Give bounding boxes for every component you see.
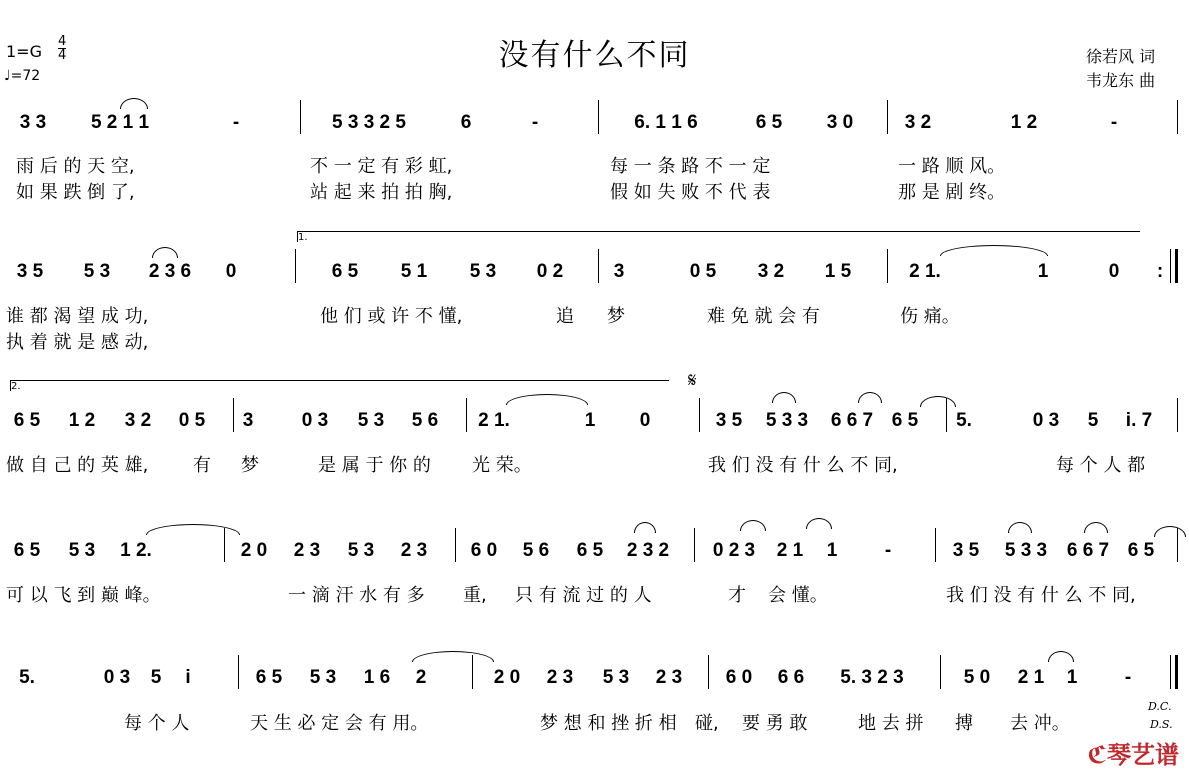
- lyric-line: 只 有 流 过 的 人: [515, 585, 652, 606]
- note-group: 0 5: [178, 410, 206, 431]
- note-group: 6 5: [576, 540, 604, 561]
- tie-slur: [1008, 522, 1032, 533]
- note-group: 1 6: [363, 667, 391, 688]
- lyric-line: 有: [193, 455, 211, 476]
- tie-slur: [412, 651, 494, 662]
- note-group: 5 1: [400, 261, 428, 282]
- barline: [238, 655, 239, 689]
- tie-slur: [920, 396, 956, 407]
- note-group: 2: [415, 667, 427, 688]
- note-group: 5 3: [469, 261, 497, 282]
- tie-slur: [806, 518, 832, 529]
- note-group: 0 3: [1032, 410, 1060, 431]
- tie-slur: [634, 522, 656, 533]
- lyric-line: 光 荣。: [472, 455, 532, 476]
- note-group: 5. 3 2 3: [840, 667, 904, 688]
- note-group: 2 3 6: [148, 261, 192, 282]
- note-group: 5 3: [347, 540, 375, 561]
- lyric-line: 梦 想 和 挫 折 相: [540, 713, 677, 734]
- note-group: 1 2: [1010, 112, 1038, 133]
- note-group: 1: [584, 410, 596, 431]
- note-group: 5: [1087, 410, 1099, 431]
- lyric-line: 梦: [607, 306, 625, 327]
- lyric-line: 伤 痛。: [900, 306, 960, 327]
- note-group: 3: [242, 410, 254, 431]
- lyric-line: 每 一 条 路 不 一 定: [610, 156, 771, 177]
- lyric-line: 我 们 没 有 什 么 不 同,: [708, 455, 898, 476]
- lyric-line: 我 们 没 有 什 么 不 同,: [946, 585, 1136, 606]
- tie-slur: [1048, 651, 1074, 662]
- note-group: 5 6: [522, 540, 550, 561]
- lyric-line: 天 生 必 定 会 有 用。: [250, 713, 429, 734]
- note-group: 6 6 7: [1066, 540, 1110, 561]
- note-group: 0 3: [103, 667, 131, 688]
- lyric-line: 如 果 跌 倒 了,: [16, 182, 135, 203]
- logo-icon: ℭ: [1087, 741, 1107, 769]
- note-group: i. 7: [1125, 410, 1153, 431]
- note-group: 6 5: [891, 410, 919, 431]
- lyric-line: 重,: [463, 585, 487, 606]
- composer-credit: 韦龙东 曲: [1086, 71, 1156, 90]
- dc-mark: D.C.: [1148, 700, 1172, 713]
- ds-mark: D.S.: [1150, 718, 1173, 731]
- lyric-line: 追: [556, 306, 574, 327]
- barline: [455, 528, 456, 562]
- lyric-line: 难 免 就 会 有: [707, 306, 820, 327]
- note-group: 2 3: [546, 667, 574, 688]
- lyric-line: 不 一 定 有 彩 虹,: [310, 156, 453, 177]
- note-group: 0 2 3: [712, 540, 756, 561]
- note-group: 3 2: [757, 261, 785, 282]
- volta-bracket: [10, 380, 669, 391]
- volta-label: 2.: [11, 381, 21, 392]
- note-group: 5 3: [83, 261, 111, 282]
- note-group: 6: [460, 112, 472, 133]
- lyric-line: 假 如 失 败 不 代 表: [610, 182, 771, 203]
- note-group: 5.: [956, 410, 972, 431]
- lyric-line: 会 懂。: [768, 585, 828, 606]
- time-signature-bottom: 4: [58, 48, 67, 63]
- note-group: 1: [1037, 261, 1049, 282]
- tie-slur: [1084, 522, 1108, 533]
- note-group: 6 5: [331, 261, 359, 282]
- note-group: 0 5: [689, 261, 717, 282]
- note-group: 1: [826, 540, 838, 561]
- barline: [598, 249, 599, 283]
- note-group: 2 3 2: [626, 540, 670, 561]
- note-group: -: [1124, 667, 1132, 688]
- note-group: 3 5: [952, 540, 980, 561]
- tie-slur: [772, 392, 796, 403]
- note-group: 0: [639, 410, 651, 431]
- lyric-line: 搏: [955, 713, 973, 734]
- note-group: -: [531, 112, 539, 133]
- note-group: 3 2: [124, 410, 152, 431]
- note-group: 1: [1066, 667, 1078, 688]
- note-group: 6 5: [13, 410, 41, 431]
- note-group: -: [232, 112, 240, 133]
- lyricist-credit: 徐若风 词: [1086, 47, 1156, 66]
- quarter-note-icon: ♩: [4, 68, 11, 84]
- note-group: 6 6 7: [830, 410, 874, 431]
- note-group: 5 3: [357, 410, 385, 431]
- lyric-line: 可 以 飞 到 巅 峰。: [6, 585, 161, 606]
- repeat-end-barline: [1170, 249, 1178, 283]
- note-group: 6 0: [470, 540, 498, 561]
- note-group: 0 2: [536, 261, 564, 282]
- tie-slur: [858, 392, 882, 403]
- note-group: 5 3: [68, 540, 96, 561]
- lyric-line: 一 路 顺 风。: [898, 156, 1006, 177]
- note-group: 1 5: [824, 261, 852, 282]
- note-group: 5 3 3: [765, 410, 809, 431]
- note-group: 3 0: [826, 112, 854, 133]
- note-group: 6 5: [255, 667, 283, 688]
- note-group: 5 3: [602, 667, 630, 688]
- time-signature-top: 4: [58, 34, 67, 49]
- lyric-line: 做 自 己 的 英 雄,: [6, 455, 149, 476]
- note-group: 3 5: [16, 261, 44, 282]
- note-group: 6 5: [1127, 540, 1155, 561]
- note-group: 6 5: [13, 540, 41, 561]
- note-group: 5 2 1 1: [90, 112, 150, 133]
- lyric-line: 谁 都 渴 望 成 功,: [6, 306, 149, 327]
- barline: [940, 655, 941, 689]
- lyric-line: 去 冲。: [1010, 713, 1070, 734]
- tie-slur: [940, 245, 1048, 256]
- lyric-line: 每 个 人 都: [1056, 455, 1146, 476]
- barline: [295, 249, 296, 283]
- tie-slur: [740, 520, 766, 531]
- note-group: 2 1.: [909, 261, 941, 282]
- note-group: 5 3: [309, 667, 337, 688]
- note-group: 3: [613, 261, 625, 282]
- lyric-line: 是 属 于 你 的: [318, 455, 431, 476]
- lyric-line: 要 勇 敢: [742, 713, 808, 734]
- repeat-dots: :: [1156, 261, 1164, 282]
- lyric-line: 梦: [241, 455, 259, 476]
- note-group: 6 0: [725, 667, 753, 688]
- note-group: -: [884, 540, 892, 561]
- note-group: 6 5: [755, 112, 783, 133]
- barline: [233, 398, 234, 432]
- note-group: 0 3: [301, 410, 329, 431]
- lyric-line: 他 们 或 许 不 懂,: [320, 306, 463, 327]
- tie-slur: [1154, 526, 1186, 537]
- note-group: 2 1: [1017, 667, 1045, 688]
- volta-bracket: [297, 231, 1140, 242]
- note-group: 5 6: [411, 410, 439, 431]
- note-group: 5 3 3: [1004, 540, 1048, 561]
- barline: [887, 249, 888, 283]
- note-group: 1 2.: [120, 540, 152, 561]
- note-group: 1 2: [68, 410, 96, 431]
- tie-slur: [152, 247, 178, 258]
- watermark-logo: [1087, 735, 1179, 770]
- barline: [708, 655, 709, 689]
- barline: [1177, 398, 1178, 432]
- note-group: 6. 1 1 6: [634, 112, 698, 133]
- note-group: 5.: [19, 667, 35, 688]
- note-group: 3 2: [904, 112, 932, 133]
- note-group: 5: [150, 667, 162, 688]
- note-group: 0: [1108, 261, 1120, 282]
- lyric-line: 执 着 就 是 感 动,: [6, 332, 149, 353]
- barline: [935, 528, 936, 562]
- key-signature: 1=G: [6, 42, 42, 61]
- note-group: 0: [225, 261, 237, 282]
- final-barline: [1170, 655, 1178, 689]
- lyric-line: 雨 后 的 天 空,: [16, 156, 135, 177]
- note-group: 2 3: [655, 667, 683, 688]
- volta-label: 1.: [298, 232, 308, 243]
- lyric-line: 一 滴 汗 水 有 多: [288, 585, 425, 606]
- lyric-line: 地 去 拼: [858, 713, 924, 734]
- note-group: 2 3: [293, 540, 321, 561]
- tempo-value: =72: [10, 68, 41, 84]
- tie-slur: [506, 394, 588, 405]
- note-group: 2 0: [240, 540, 268, 561]
- song-title: 没有什么不同: [498, 38, 691, 73]
- note-group: 6 6: [777, 667, 805, 688]
- note-group: -: [1110, 112, 1118, 133]
- note-group: 3 3: [19, 112, 47, 133]
- lyric-line: 碰,: [695, 713, 719, 734]
- lyric-line: 站 起 来 拍 拍 胸,: [310, 182, 453, 203]
- segno-sign: 𝄋: [688, 368, 697, 392]
- note-group: i: [185, 667, 191, 688]
- barline: [466, 398, 467, 432]
- note-group: 2 0: [493, 667, 521, 688]
- lyric-line: 才: [728, 585, 746, 606]
- tie-slur: [146, 524, 240, 535]
- note-group: 2 3: [400, 540, 428, 561]
- note-group: 5 3 3 2 5: [332, 112, 406, 133]
- note-group: 2 1: [776, 540, 804, 561]
- note-group: 3 5: [715, 410, 743, 431]
- barline: [694, 528, 695, 562]
- note-group: 5 0: [963, 667, 991, 688]
- lyric-line: 每 个 人: [124, 713, 190, 734]
- barline: [699, 398, 700, 432]
- logo-text: 琴艺谱: [1107, 741, 1179, 769]
- note-group: 2 1.: [478, 410, 510, 431]
- lyric-line: 那 是 剧 终。: [898, 182, 1006, 203]
